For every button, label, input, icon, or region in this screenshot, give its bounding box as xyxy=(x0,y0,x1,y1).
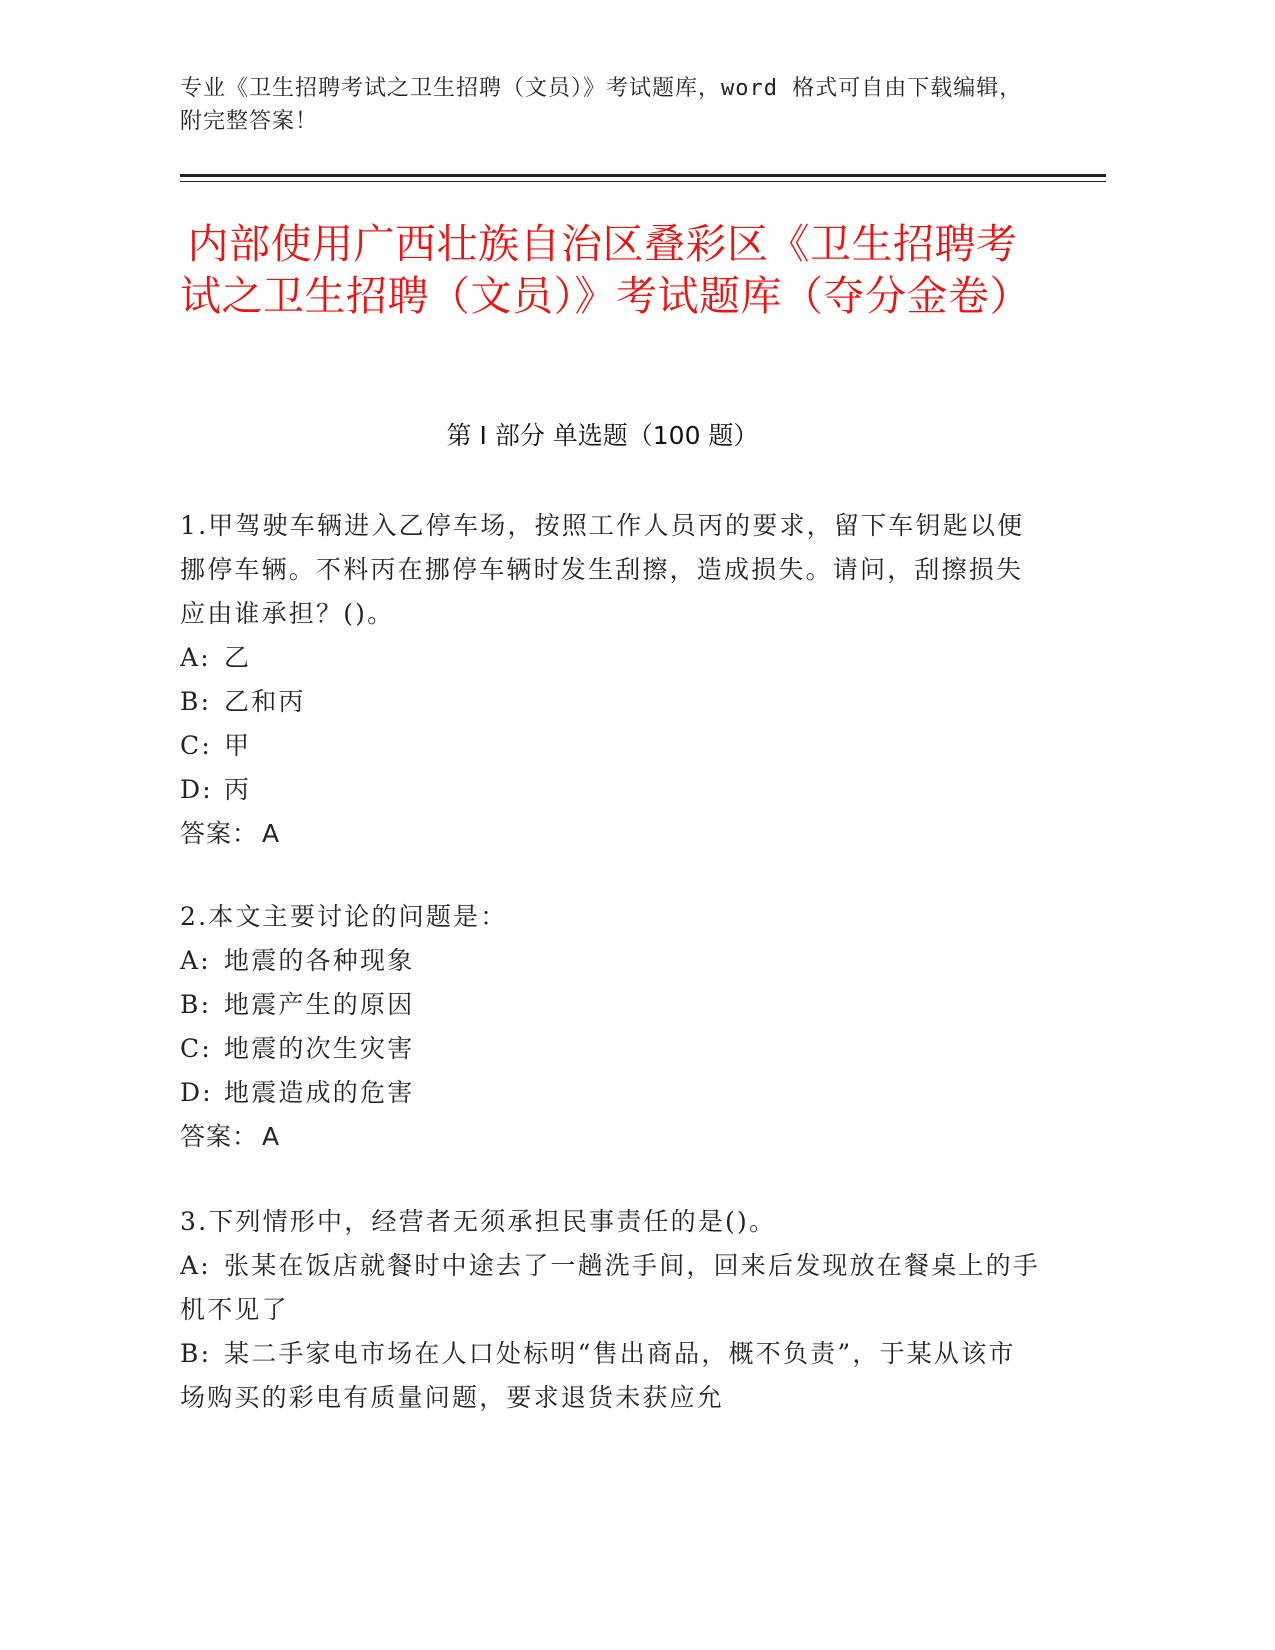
option-a xyxy=(180,1244,1040,1332)
option-letter: B: xyxy=(180,990,212,1019)
question-stem: 2.本文主要讨论的问题是： xyxy=(180,902,508,931)
option-text: 地震的各种现象 xyxy=(224,946,415,975)
answer-value: A xyxy=(262,1122,281,1151)
header-divider-thin xyxy=(180,181,1106,182)
option-text: 丙 xyxy=(224,775,252,804)
option-letter: C: xyxy=(180,1034,212,1063)
answer-value: A xyxy=(262,819,281,848)
option-d xyxy=(180,1071,1040,1115)
option-letter: B: xyxy=(180,687,212,716)
option-d xyxy=(180,768,1040,812)
option-letter: A: xyxy=(180,946,211,975)
option-c xyxy=(180,724,1040,768)
question-stem: 1.甲驾驶车辆进入乙停车场，按照工作人员丙的要求，留下车钥匙以便挪停车辆。不料丙在挪停车辆时发生刮擦，造成损失。请问，刮擦损失应由谁承担？()。 xyxy=(180,511,1025,628)
option-text: 地震造成的危害 xyxy=(224,1078,415,1107)
answer-label: 答案： xyxy=(180,1122,259,1151)
option-letter: A: xyxy=(180,1251,211,1280)
option-b xyxy=(180,983,1040,1027)
option-text: 乙和丙 xyxy=(224,687,306,716)
option-text: 地震产生的原因 xyxy=(224,990,415,1019)
answer-label: 答案： xyxy=(180,819,259,848)
option-b xyxy=(180,680,1040,724)
question-2 xyxy=(180,895,1040,1159)
option-text: 张某在饭店就餐时中途去了一趟洗手间，回来后发现放在餐桌上的手机不见了 xyxy=(180,1251,1041,1324)
option-letter: C: xyxy=(180,731,212,760)
section-title: 第 I 部分 单选题（100 题） xyxy=(446,421,759,450)
option-text: 乙 xyxy=(224,643,252,672)
option-letter: B: xyxy=(180,1339,212,1368)
option-text: 某二手家电市场在人口处标明“售出商品，概不负责”，于某从该市场购买的彩电有质量问题，要求退货未获应允 xyxy=(180,1339,1016,1412)
option-letter: A: xyxy=(180,643,211,672)
option-b xyxy=(180,1332,1040,1420)
option-c xyxy=(180,1027,1040,1071)
option-letter: D: xyxy=(180,1078,213,1107)
header-note: 专业《卫生招聘考试之卫生招聘（文员）》考试题库，word 格式可自由下载编辑，附完整答案！ xyxy=(180,76,1023,134)
option-a xyxy=(180,636,1040,680)
option-text: 甲 xyxy=(224,731,252,760)
question-1 xyxy=(180,504,1040,856)
option-text: 地震的次生灾害 xyxy=(224,1034,415,1063)
question-3 xyxy=(180,1200,1040,1420)
option-a xyxy=(180,939,1040,983)
answer-line xyxy=(180,1115,1040,1159)
answer-line xyxy=(180,812,1040,856)
header-divider-thick xyxy=(180,174,1106,177)
option-letter: D: xyxy=(180,775,213,804)
document-title: 内部使用广西壮族自治区叠彩区《卫生招聘考试之卫生招聘（文员）》考试题库（夺分金卷） xyxy=(180,220,1031,320)
question-stem: 3.下列情形中，经营者无须承担民事责任的是()。 xyxy=(180,1207,777,1236)
